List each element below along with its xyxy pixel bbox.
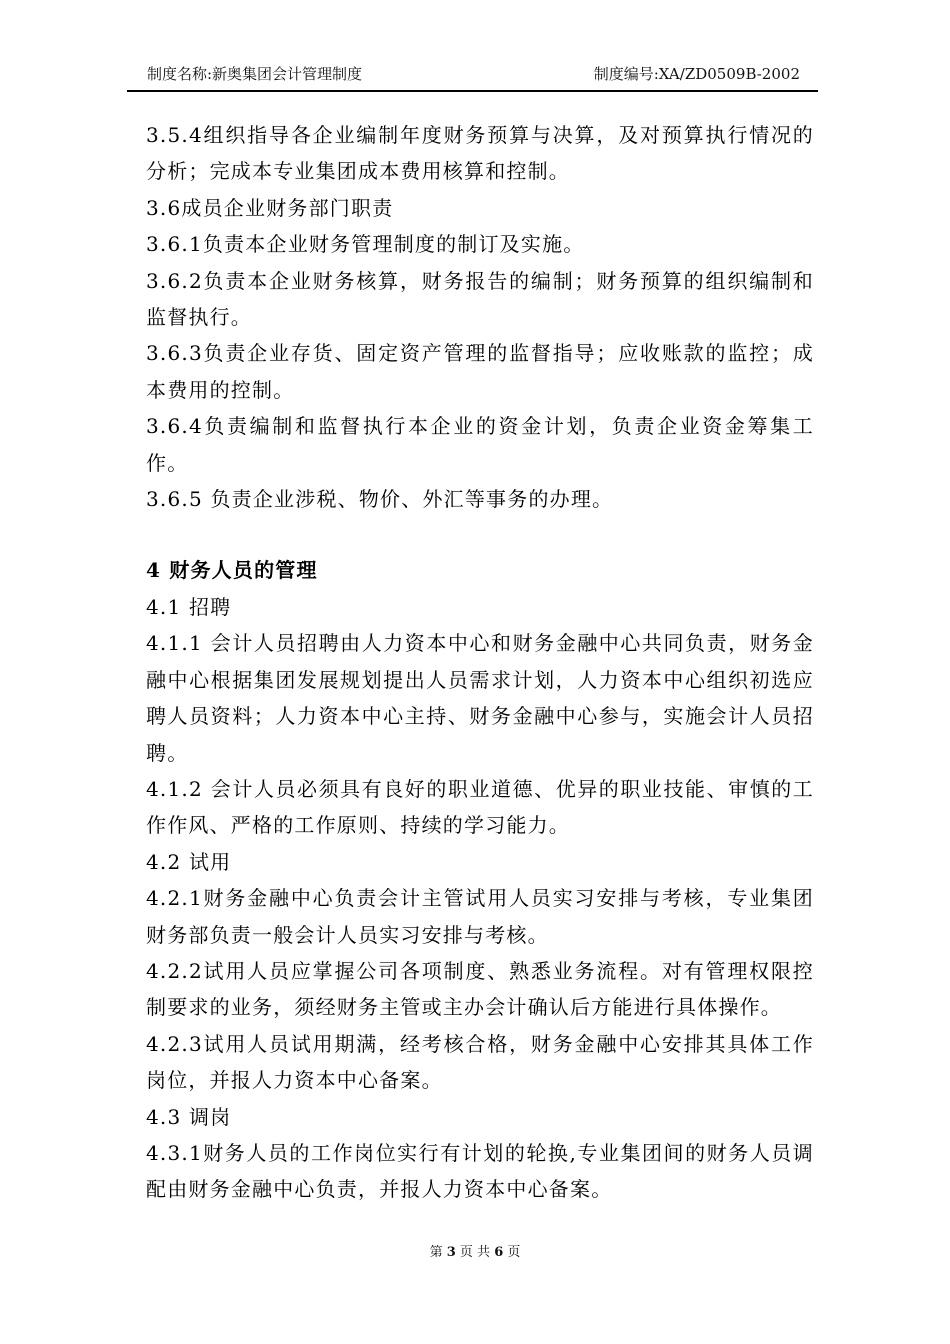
footer-middle: 页 共 xyxy=(459,1245,491,1260)
total-page-number: 6 xyxy=(494,1245,504,1260)
paragraph-4-1-1: 4.1.1 会计人员招聘由人力资本中心和财务金融中心共同负责，财务金融中心根据集团发展规划提出人员需求计划，人力资本中心组织初选应聘人员资料；人力资本中心主持、财务金融中心参与，实施会计人员招聘。 xyxy=(146,631,814,765)
footer-suffix: 页 xyxy=(507,1245,521,1260)
section-heading-4: 4 财务人员的管理 xyxy=(146,558,318,583)
paragraph-4-1-2: 4.1.2 会计人员必须具有良好的职业道德、优异的职业技能、审慎的工作作风、严格的工作原则、持续的学习能力。 xyxy=(146,776,814,838)
page-footer xyxy=(0,1241,950,1260)
current-page-number: 3 xyxy=(446,1245,456,1260)
paragraph-3-6-2: 3.6.2负责本企业财务核算，财务报告的编制；财务预算的组织编制和监督执行。 xyxy=(146,268,814,330)
page-header xyxy=(127,52,818,92)
policy-name: 制度名称:新奥集团会计管理制度 xyxy=(147,65,363,83)
paragraph-3-5-4: 3.5.4组织指导各企业编制年度财务预算与决算，及对预算执行情况的分析；完成本专业集团成本费用核算和控制。 xyxy=(146,123,814,184)
paragraph-3-6-5: 3.6.5 负责企业涉税、物价、外汇等事务的办理。 xyxy=(146,487,614,512)
subsection-4-3: 4.3 调岗 xyxy=(146,1104,232,1129)
paragraph-3-6-3: 3.6.3负责企业存货、固定资产管理的监督指导；应收账款的监控；成本费用的控制。 xyxy=(146,341,814,402)
paragraph-3-6-1: 3.6.1负责本企业财务管理制度的制订及实施。 xyxy=(146,232,585,257)
paragraph-4-2-1: 4.2.1财务金融中心负责会计主管试用人员实习安排与考核，专业集团财务部负责一般会计人员实习安排与考核。 xyxy=(146,886,814,947)
paragraph-4-3-1: 4.3.1财务人员的工作岗位实行有计划的轮换,专业集团间的财务人员调配由财务金融中心负责，并报人力资本中心备案。 xyxy=(146,1140,814,1202)
subsection-4-1: 4.1 招聘 xyxy=(146,594,232,619)
section-gap xyxy=(146,517,814,552)
paragraph-3-6: 3.6成员企业财务部门职责 xyxy=(146,195,394,220)
document-body xyxy=(146,117,814,1208)
footer-prefix: 第 xyxy=(429,1245,443,1260)
subsection-4-2: 4.2 试用 xyxy=(146,849,232,874)
paragraph-4-2-2: 4.2.2试用人员应掌握公司各项制度、熟悉业务流程。对有管理权限控制要求的业务，须经财务主管或主办会计确认后方能进行具体操作。 xyxy=(146,958,814,1020)
paragraph-4-2-3: 4.2.3试用人员试用期满，经考核合格，财务金融中心安排其具体工作岗位，并报人力资本中心备案。 xyxy=(146,1031,814,1093)
policy-number: 制度编号:XA/ZD0509B-2002 xyxy=(593,65,800,83)
paragraph-3-6-4: 3.6.4负责编制和监督执行本企业的资金计划，负责企业资金筹集工作。 xyxy=(146,414,814,475)
